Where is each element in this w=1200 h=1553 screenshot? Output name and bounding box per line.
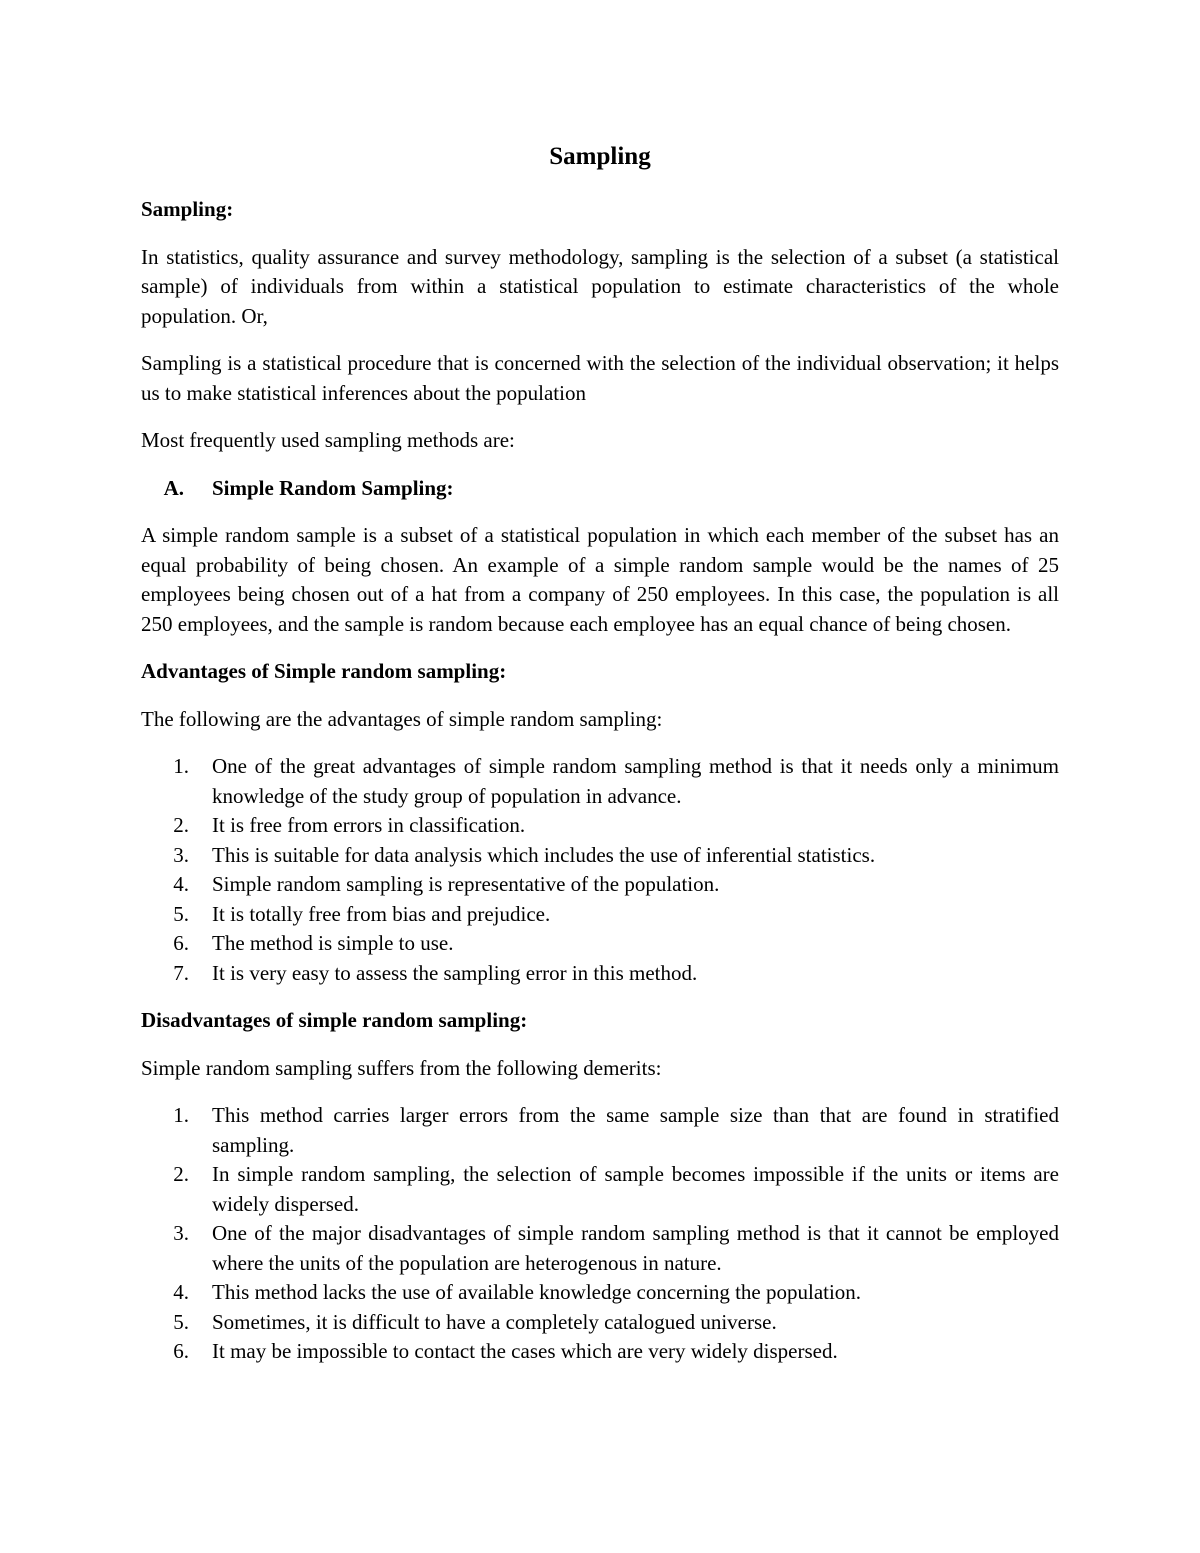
- method-a-label: Simple Random Sampling:: [212, 475, 454, 500]
- list-item-number: 3.: [173, 842, 189, 867]
- list-item-number: 6.: [173, 1339, 189, 1363]
- definition-paragraph-1: In statistics, quality assurance and survey methodology, sampling is the selection of a subset (a statistical sample) of individuals from within a statistical population to estimate characteristics of the whole population. Or,: [141, 244, 1059, 328]
- list-item-text: It is free from errors in classification.: [212, 813, 526, 837]
- list-item: [141, 900, 1059, 930]
- list-item: [141, 1337, 1059, 1367]
- list-item-text: This method lacks the use of available knowledge concerning the population.: [212, 1280, 862, 1304]
- list-item-number: 5.: [173, 901, 189, 926]
- disadvantages-list: [141, 1101, 1059, 1367]
- advantages-intro: The following are the advantages of simple random sampling:: [141, 706, 663, 731]
- page-title: Sampling: [549, 143, 651, 170]
- list-item-text: Simple random sampling is representative of the population.: [212, 872, 720, 896]
- list-item-number: 5.: [173, 1309, 189, 1334]
- list-item-number: 7.: [173, 960, 189, 985]
- srs-description: A simple random sample is a subset of a statistical population in which each member of the subset has an equal probability of being chosen. An example of a simple random sample would be the names of 25 employees being chosen out of a hat from a company of 250 employees. In this case, the population is all 250 employees, and the sample is random because each employee has an equal chance of being chosen.: [141, 523, 1059, 636]
- list-item-text: This method carries larger errors from the same sample size than that are found in stratified sampling.: [212, 1103, 1059, 1157]
- list-item-number: 4.: [173, 872, 189, 896]
- list-item-number: 2.: [173, 813, 189, 837]
- disadvantages-heading: Disadvantages of simple random sampling:: [141, 1008, 528, 1032]
- definition-heading: Sampling:: [141, 197, 234, 221]
- methods-intro: Most frequently used sampling methods are:: [141, 428, 515, 452]
- list-item: [141, 752, 1059, 811]
- list-item-text: Sometimes, it is difficult to have a completely catalogued universe.: [212, 1309, 777, 1334]
- list-item: [141, 1101, 1059, 1160]
- document-body: [141, 140, 1059, 1385]
- list-item-text: One of the great advantages of simple random sampling method is that it needs only a minimum knowledge of the study group of population in advance.: [212, 754, 1059, 808]
- list-item: [141, 870, 1059, 900]
- definition-paragraph-2: Sampling is a statistical procedure that is concerned with the selection of the individual observation; it helps us to make statistical inferences about the population: [141, 351, 1059, 405]
- list-item: [141, 1278, 1059, 1308]
- list-item: [141, 1308, 1059, 1338]
- list-item-text: This is suitable for data analysis which includes the use of inferential statistics.: [212, 842, 876, 867]
- list-item-number: 1.: [173, 1103, 189, 1127]
- method-a-heading: [141, 474, 1059, 504]
- list-item-number: 4.: [173, 1280, 189, 1304]
- disadvantages-intro: Simple random sampling suffers from the following demerits:: [141, 1055, 662, 1080]
- list-item-text: It is totally free from bias and prejudice.: [212, 901, 551, 926]
- advantages-list: [141, 752, 1059, 988]
- list-item-number: 3.: [173, 1221, 189, 1245]
- list-item: [141, 841, 1059, 871]
- list-item-text: In simple random sampling, the selection of sample becomes impossible if the units or items are widely dispersed.: [212, 1162, 1059, 1216]
- list-item-number: 1.: [173, 754, 189, 778]
- list-item: [141, 1219, 1059, 1278]
- advantages-heading: Advantages of Simple random sampling:: [141, 659, 507, 683]
- list-item-text: It may be impossible to contact the cases which are very widely dispersed.: [212, 1339, 838, 1363]
- list-item-text: One of the major disadvantages of simple random sampling method is that it cannot be employed where the units of the population are heterogenous in nature.: [212, 1221, 1059, 1275]
- list-item: [141, 811, 1059, 841]
- list-item: [141, 959, 1059, 989]
- list-item: [141, 1160, 1059, 1219]
- list-item-number: 2.: [173, 1162, 189, 1186]
- list-item: [141, 929, 1059, 959]
- list-item-number: 6.: [173, 931, 189, 955]
- list-item-text: It is very easy to assess the sampling error in this method.: [212, 960, 698, 985]
- method-a-letter: A.: [163, 475, 184, 500]
- list-item-text: The method is simple to use.: [212, 931, 454, 955]
